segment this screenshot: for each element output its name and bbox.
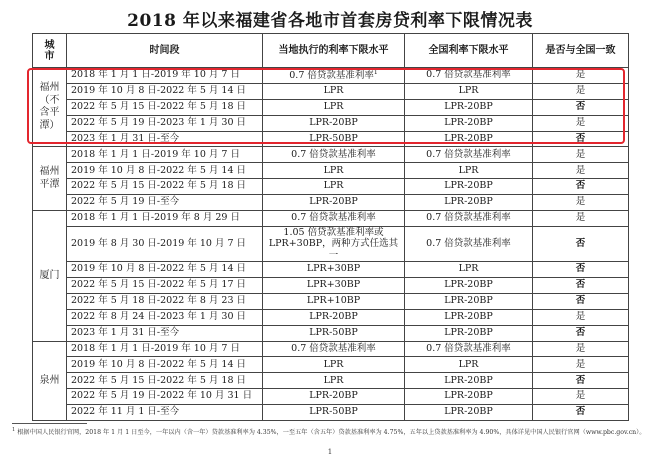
period-cell: 2022 年 5 月 19 日-至今 [67,195,263,211]
table-row [33,309,629,325]
local-floor-text: LPR-50BP [309,326,358,338]
period-cell: 2019 年 10 月 8 日-2022 年 5 月 14 日 [67,262,263,278]
local-floor-text: LPR [323,358,344,370]
local-floor-cell [263,277,405,293]
table-row [33,325,629,341]
page-number: 1 [327,448,333,456]
local-floor-text: 0.7 倍贷款基准利率 [291,148,376,160]
table-row [33,83,629,99]
local-floor-cell [263,226,405,261]
consistent-cell: 否 [533,262,629,278]
consistent-cell: 否 [533,325,629,341]
local-floor-text: LPR [323,164,344,176]
table-header-row [33,34,629,68]
local-floor-text: LPR [323,180,344,192]
local-floor-text: LPR+30BP [306,279,361,291]
city-cell [33,68,67,147]
table-row [33,357,629,373]
national-floor-cell: LPR-20BP [405,309,533,325]
consistent-cell: 否 [533,99,629,115]
period-cell: 2022 年 8 月 24 日-2023 年 1 月 30 日 [67,309,263,325]
local-floor-text: 0.7 倍贷款基准利率 [289,69,374,81]
consistent-cell: 否 [533,373,629,389]
consistent-cell: 否 [533,405,629,421]
local-floor-text: LPR-20BP [309,196,358,208]
local-floor-cell [263,195,405,211]
consistent-cell: 是 [533,357,629,373]
local-floor-cell [263,309,405,325]
table-row [33,211,629,227]
national-floor-cell: LPR-20BP [405,131,533,147]
footnote-marker: 1 [12,427,16,433]
national-floor-cell: LPR-20BP [405,325,533,341]
national-floor-cell: LPR [405,163,533,179]
consistent-cell: 否 [533,277,629,293]
table-row [33,195,629,211]
period-cell: 2019 年 10 月 8 日-2022 年 5 月 14 日 [67,163,263,179]
period-cell: 2023 年 1 月 31 日-至今 [67,325,263,341]
footnote-ref: 1 [373,68,378,76]
period-cell: 2019 年 8 月 30 日-2019 年 10 月 7 日 [67,226,263,261]
national-floor-cell: LPR [405,262,533,278]
table-row [33,373,629,389]
period-cell: 2022 年 5 月 19 日-2023 年 1 月 30 日 [67,115,263,131]
consistent-cell: 否 [533,179,629,195]
local-floor-text: LPR [323,374,344,386]
national-floor-cell: LPR-20BP [405,389,533,405]
local-floor-cell [263,179,405,195]
local-floor-cell [263,211,405,227]
local-floor-cell [263,99,405,115]
consistent-cell: 是 [533,341,629,357]
period-cell: 2018 年 1 月 1 日-2019 年 10 月 7 日 [67,147,263,163]
national-floor-cell: 0.7 倍贷款基准利率 [405,147,533,163]
local-floor-cell [263,341,405,357]
period-cell: 2022 年 5 月 19 日-2022 年 10 月 31 日 [67,389,263,405]
national-floor-cell: LPR [405,83,533,99]
consistent-cell: 是 [533,309,629,325]
table-row [33,341,629,357]
local-floor-text: LPR+30BP [306,263,361,275]
period-cell: 2018 年 1 月 1 日-2019 年 8 月 29 日 [67,211,263,227]
local-floor-cell [263,147,405,163]
period-cell: 2018 年 1 月 1 日-2019 年 10 月 7 日 [67,68,263,84]
mortgage-rate-floor-table [32,33,629,421]
period-cell: 2022 年 5 月 18 日-2022 年 8 月 23 日 [67,293,263,309]
national-floor-cell: LPR-20BP [405,115,533,131]
local-floor-cell [263,83,405,99]
city-name: 福州 （不 含平 潭） [39,82,60,131]
table-row [33,389,629,405]
local-floor-cell [263,163,405,179]
document-title: 2018 年以来福建省各地市首套房贷利率下限情况表 [127,11,533,31]
footnote [12,427,652,438]
consistent-cell: 是 [533,147,629,163]
local-floor-cell [263,357,405,373]
consistent-cell: 否 [533,293,629,309]
footnote-divider [12,423,87,424]
local-floor-text: 0.7 倍贷款基准利率 [291,342,376,354]
city-name: 福州 平潭 [39,166,60,190]
national-floor-cell: LPR-20BP [405,179,533,195]
local-floor-cell [263,405,405,421]
consistent-cell: 是 [533,163,629,179]
table-row [33,293,629,309]
city-cell [33,211,67,342]
table-row [33,405,629,421]
local-floor-text: 1.05 倍贷款基准利率或 LPR+30BP，两种方式任选其一 [268,226,399,261]
local-floor-text: LPR-20BP [309,116,358,128]
header-national-floor: 全国利率下限水平 [405,34,533,68]
national-floor-cell: LPR-20BP [405,405,533,421]
national-floor-cell: LPR-20BP [405,195,533,211]
period-cell: 2022 年 5 月 15 日-2022 年 5 月 18 日 [67,179,263,195]
local-floor-cell [263,389,405,405]
period-cell: 2019 年 10 月 8 日-2022 年 5 月 14 日 [67,83,263,99]
consistent-cell: 否 [533,226,629,261]
table-row [33,99,629,115]
period-cell: 2018 年 1 月 1 日-2019 年 10 月 7 日 [67,341,263,357]
national-floor-cell: LPR-20BP [405,373,533,389]
table-row [33,147,629,163]
city-name: 泉州 [39,374,60,386]
local-floor-text: LPR [323,85,344,97]
period-cell: 2019 年 10 月 8 日-2022 年 5 月 14 日 [67,357,263,373]
local-floor-cell [263,373,405,389]
national-floor-cell: 0.7 倍贷款基准利率 [405,68,533,84]
table-row [33,277,629,293]
consistent-cell: 是 [533,195,629,211]
local-floor-text: LPR-20BP [309,390,358,402]
city-cell [33,341,67,420]
city-cell [33,147,67,211]
header-consistent: 是否与全国一致 [533,34,629,68]
national-floor-cell: LPR-20BP [405,277,533,293]
national-floor-cell: LPR [405,357,533,373]
local-floor-cell [263,68,405,84]
table-row [33,226,629,261]
local-floor-text: LPR-50BP [309,406,358,418]
table-row [33,179,629,195]
national-floor-cell: 0.7 倍贷款基准利率 [405,341,533,357]
table-row [33,68,629,84]
local-floor-cell [263,325,405,341]
table-body [33,68,629,421]
local-floor-text: LPR [323,101,344,112]
period-cell: 2022 年 11 月 1 日-至今 [67,405,263,421]
header-city: 城 市 [33,34,67,68]
local-floor-text: LPR-20BP [309,310,358,322]
consistent-cell: 是 [533,83,629,99]
local-floor-text: LPR+10BP [306,295,361,307]
local-floor-text: LPR-50BP [309,132,358,144]
period-cell: 2022 年 5 月 15 日-2022 年 5 月 18 日 [67,373,263,389]
national-floor-cell: 0.7 倍贷款基准利率 [405,226,533,261]
period-cell: 2023 年 1 月 31 日-至今 [67,131,263,147]
table-row [33,163,629,179]
header-period: 时间段 [67,34,263,68]
table-row [33,115,629,131]
period-cell: 2022 年 5 月 15 日-2022 年 5 月 18 日 [67,99,263,115]
city-name: 厦门 [39,269,60,281]
local-floor-cell [263,131,405,147]
consistent-cell: 否 [533,131,629,147]
consistent-cell: 是 [533,68,629,84]
local-floor-cell [263,293,405,309]
local-floor-cell [263,262,405,278]
footnote-text: 根据中国人民银行官网，2018 年 1 月 1 日至今，一年以内（含一年）贷款基准利率为 4.35%，一至五年（含五年）贷款基准利率为 4.75%，五年以上贷款基准利率为 4.90%，具体详见中国人民银行官网（www.pbc.gov.cn）。 [17,429,646,437]
table-row [33,131,629,147]
consistent-cell: 是 [533,115,629,131]
table-row [33,262,629,278]
local-floor-text: 0.7 倍贷款基准利率 [291,212,376,224]
consistent-cell: 是 [533,389,629,405]
national-floor-cell: LPR-20BP [405,293,533,309]
consistent-cell: 是 [533,211,629,227]
national-floor-cell: LPR-20BP [405,99,533,115]
local-floor-cell [263,115,405,131]
period-cell: 2022 年 5 月 15 日-2022 年 5 月 17 日 [67,277,263,293]
national-floor-cell: 0.7 倍贷款基准利率 [405,211,533,227]
header-local-floor: 当地执行的利率下限水平 [263,34,405,68]
